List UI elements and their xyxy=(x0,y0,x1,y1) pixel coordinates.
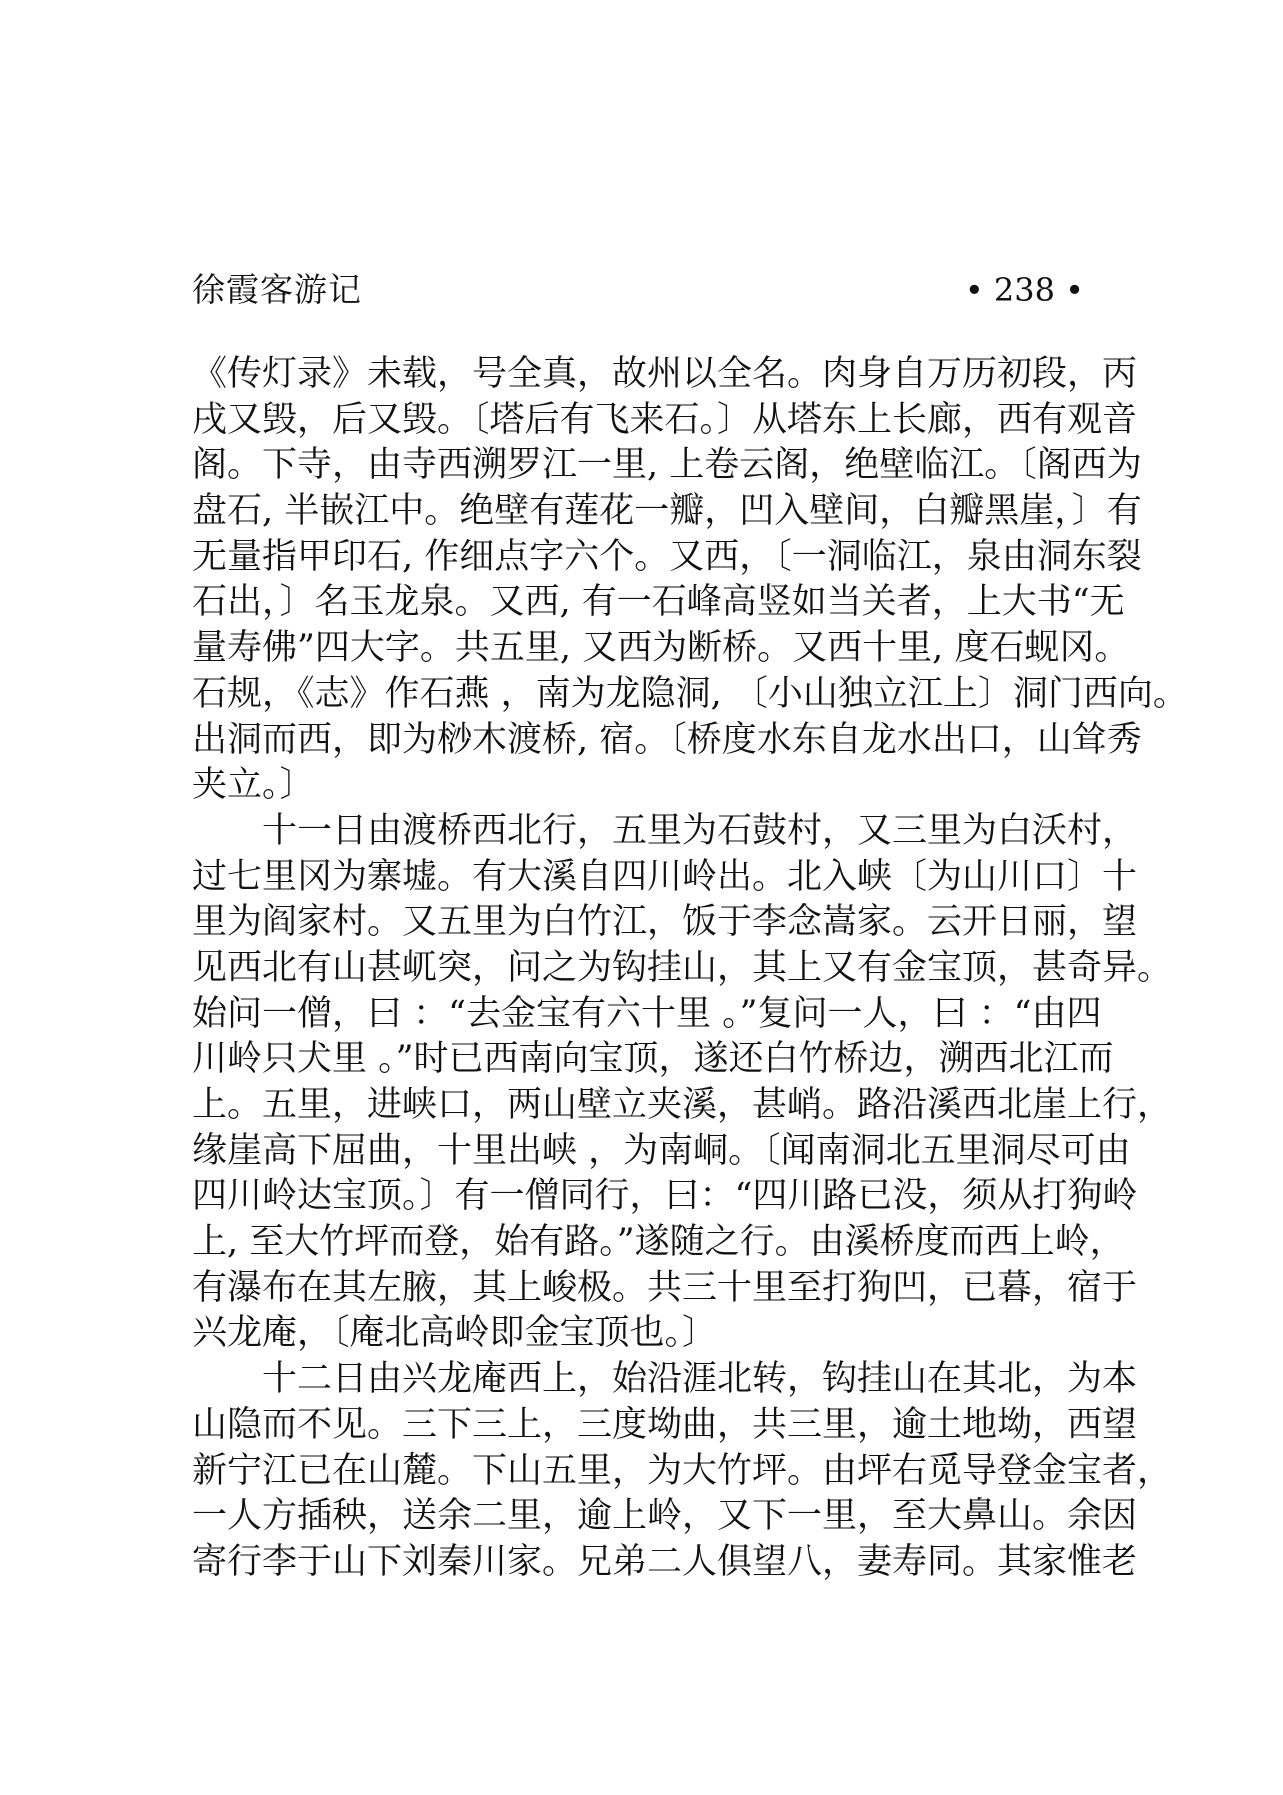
text-line: 寄行李于山下刘秦川家。兄弟二人俱望八，妻寿同。其家惟老 xyxy=(192,1541,1138,1582)
text-line: 上, 至大竹坪而登，始有路。”遂随之行。由溪桥度而西上岭， xyxy=(192,1222,1125,1263)
text-line: 见西北有山甚屼突，问之为钩挂山，其上又有金宝顶，甚奇异。 xyxy=(192,947,1173,988)
text-line: 上。五里，进峡口，两山壁立夹溪，甚峭。路沿溪西北崖上行， xyxy=(192,1085,1173,1125)
body-text xyxy=(192,352,1188,1586)
text-line: 量寿佛”四大字。共五里, 又西为断桥。又西十里, 度石蚬冈。 xyxy=(192,628,1130,669)
text-line: 戌又毁，后又毁。〔塔后有飞来石。〕从塔东上长廊，西有观音 xyxy=(192,399,1138,440)
text-line: 一人方插秧，送余二里，逾上岭，又下一里，至大鼻山。余因 xyxy=(192,1496,1138,1537)
text-line: 新宁江已在山麓。下山五里，为大竹坪。由坪右觅导登金宝者， xyxy=(192,1450,1173,1491)
running-header xyxy=(192,266,1084,314)
book-title: 徐霞客游记 xyxy=(192,270,362,309)
text-line: 缘崖高下屈曲，十里出峡 ，为南峒。〔闻南洞北五里洞尽可由 xyxy=(192,1130,1131,1171)
text-line: 石出，〕名玉龙泉。又西, 有一石峰高竖如当关者，上大书“无 xyxy=(192,582,1125,623)
text-line: 兴龙庵，〔庵北高岭即金宝顶也。〕 xyxy=(192,1313,718,1354)
text-line: 阁。下寺，由寺西溯罗江一里, 上卷云阁，绝壁临江。〔阁西为 xyxy=(192,445,1142,486)
text-line: 有瀑布在其左腋，其上峻极。共三十里至打狗凹，已暮，宿于 xyxy=(192,1267,1138,1308)
text-line: 川岭只犬里 。”时已西南向宝顶，遂还白竹桥边，溯西北江而 xyxy=(192,1039,1114,1080)
text-line: 盘石, 半嵌江中。绝壁有莲花一瓣，凹入壁间，白瓣黑崖，〕有 xyxy=(192,491,1142,532)
text-line: 《传灯录》未载，号全真，故州以全名。肉身自万历初段，丙 xyxy=(192,354,1138,394)
text-line: 四川岭达宝顶。〕有一僧同行，曰：“四川路已没，须从打狗岭 xyxy=(192,1176,1138,1217)
text-line: 石规，《志》作石燕 ，南为龙隐洞, 〔小山独立江上〕洞门西向。 xyxy=(192,673,1188,714)
text-line: 无量指甲印石, 作细点字六个。又西，〔一洞临江，泉由洞东裂 xyxy=(192,536,1142,577)
paragraph-first-line: 十一日由渡桥西北行，五里为石鼓村，又三里为白沃村， xyxy=(262,810,1138,851)
text-line: 里为阎家村。又五里为白竹江，饭于李念嵩家。云开日丽，望 xyxy=(192,902,1138,943)
paragraph-first-line: 十二日由兴龙庵西上，始沿涯北转，钩挂山在其北，为本 xyxy=(262,1359,1138,1400)
page-number: • 238 • xyxy=(964,271,1084,309)
text-line: 夹立。〕 xyxy=(192,765,315,806)
text-line: 始问一僧，曰 ：“去金宝有六十里 。”复问一人，曰 ：“由四 xyxy=(192,993,1102,1034)
text-line: 过七里冈为寨墟。有大溪自四川岭出。北入峡〔为山川口〕十 xyxy=(192,856,1138,897)
text-line: 山隐而不见。三下三上，三度坳曲，共三里，逾土地坳，西望 xyxy=(192,1404,1138,1445)
text-line: 出洞而西，即为桫木渡桥, 宿。〔桥度水东自龙水出口，山耸秀 xyxy=(192,719,1142,760)
